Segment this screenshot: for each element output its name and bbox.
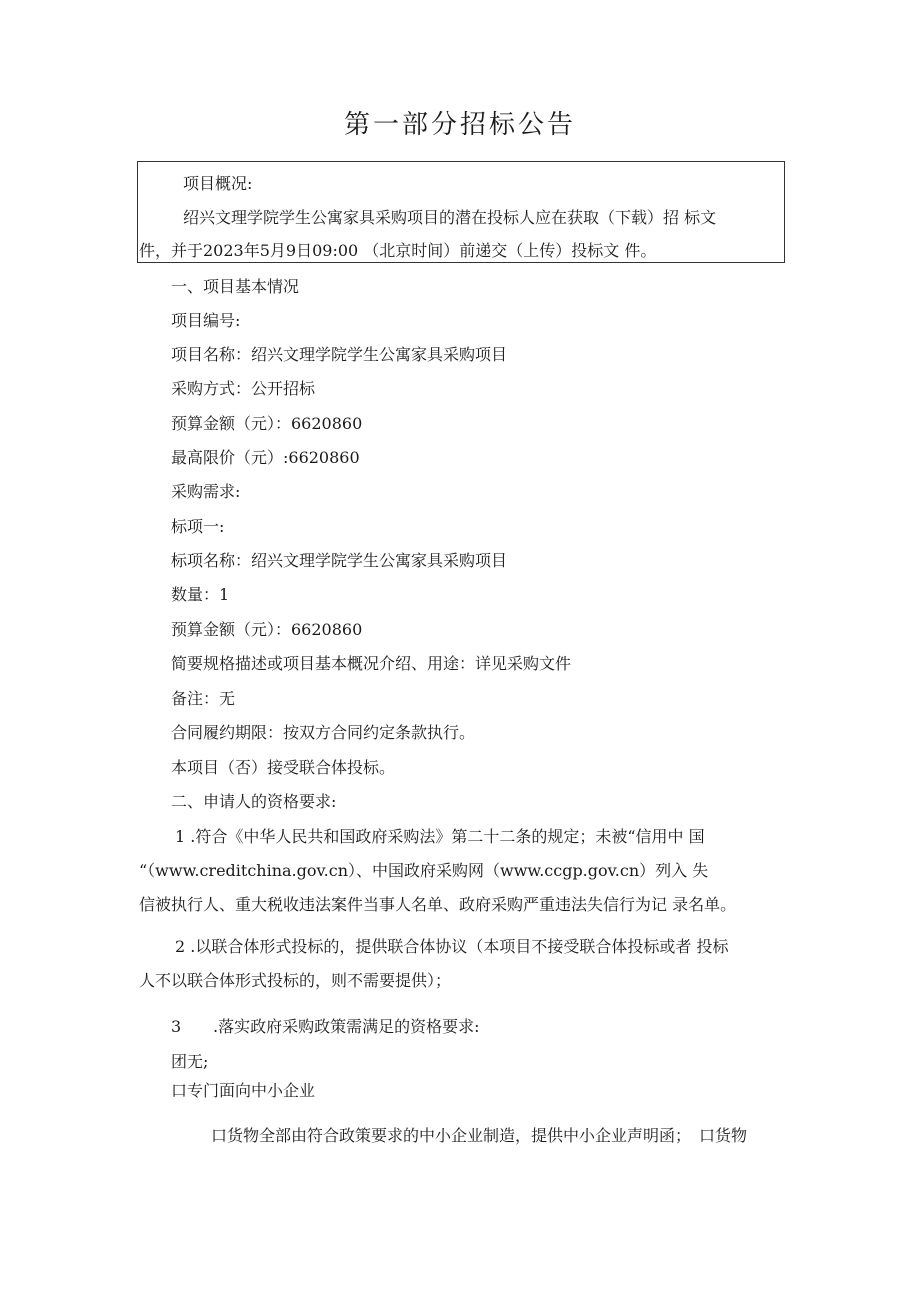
lot-budget: 预算金额（元）：6620860: [171, 620, 363, 639]
requirement-1-line-1: 1 .符合《中华人民共和国政府采购法》第二十二条的规定；未被“信用中 国: [175, 827, 705, 846]
requirement-2-line-2: 人不以联合体形式投标的，则不需要提供）；: [139, 971, 452, 990]
section2-heading: 二、申请人的资格要求:: [171, 792, 337, 811]
overview-heading: 项目概况:: [183, 174, 253, 193]
requirement-2-line-1: 2 .以联合体形式投标的，提供联合体协议（本项目不接受联合体投标或者 投标: [175, 937, 729, 956]
requirement-1-line-3: 信被执行人、重大税收违法案件当事人名单、政府采购严重违法失信行为记 录名单。: [139, 895, 737, 914]
project-name: 项目名称：绍兴文理学院学生公寓家具采购项目: [171, 345, 508, 364]
quantity: 数量：1: [171, 585, 230, 604]
max-price: 最高限价（元）:6620860: [171, 448, 360, 467]
page-title: 第一部分招标公告: [343, 110, 576, 140]
option-sme-only: 口专门面向中小企业: [171, 1081, 316, 1100]
contract-term: 合同履约期限：按双方合同约定条款执行。: [171, 723, 476, 742]
procurement-method: 采购方式：公开招标: [171, 379, 316, 398]
requirement-3-text: .落实政府采购政策需满足的资格要求:: [213, 1017, 480, 1036]
consortium-note: 本项目（否）接受联合体投标。: [171, 758, 396, 777]
option-sme-goods: 口货物全部由符合政策要求的中小企业制造，提供中小企业声明函； 口货物: [211, 1126, 748, 1145]
remark: 备注：无: [171, 689, 236, 708]
requirement-1-line-2: “（www.creditchina.gov.cn）、中国政府采购网（www.ccgp.gov.cn）列入 失: [139, 861, 709, 880]
lot-one: 标项一:: [171, 517, 225, 536]
overview-line-1: 绍兴文理学院学生公寓家具采购项目的潜在投标人应在获取（下载）招 标文: [183, 208, 717, 227]
requirement-3-number: 3: [171, 1017, 182, 1036]
overview-line-2: 件，并于2023年5月9日09:00 （北京时间）前递交（上传）投标文 件。: [139, 241, 657, 260]
option-none: 团无;: [171, 1052, 209, 1071]
project-number: 项目编号:: [171, 311, 241, 330]
budget-amount: 预算金额（元）：6620860: [171, 414, 363, 433]
section1-heading: 一、项目基本情况: [171, 277, 300, 296]
procurement-demand: 采购需求:: [171, 482, 241, 501]
brief-description: 简要规格描述或项目基本概况介绍、用途：详见采购文件: [171, 654, 572, 673]
lot-name: 标项名称：绍兴文理学院学生公寓家具采购项目: [171, 551, 508, 570]
